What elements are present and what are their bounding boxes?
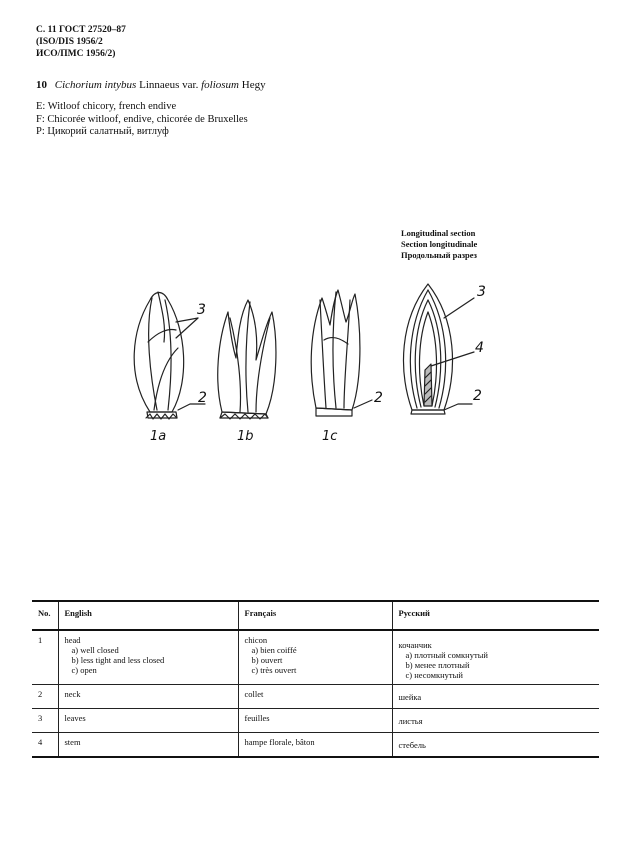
table-row (32, 685, 599, 709)
common-name-russian: P: Цикорий салатный, витлуф (36, 126, 169, 137)
row-number: 4 (38, 737, 43, 747)
header-standard-number: С. 11 ГОСТ 27520–87 (36, 25, 126, 35)
sub-term: c) несомкнутый (405, 670, 463, 680)
column-header-russian: Русский (392, 601, 599, 630)
russian-term: стебель (392, 733, 599, 757)
sub-term: c) très ouvert (251, 665, 297, 675)
sub-term: b) less tight and less closed (71, 655, 165, 665)
row-number: 1 (38, 635, 43, 645)
terminology-table (32, 600, 599, 758)
table-row (32, 709, 599, 733)
table-row (32, 630, 599, 685)
sub-term: c) open (71, 665, 97, 675)
row-number: 2 (38, 689, 43, 699)
figure-1c-label: 1c (322, 429, 338, 444)
sub-term: a) well closed (71, 645, 119, 655)
sub-term: b) ouvert (251, 655, 283, 665)
latin-name: Cichorium intybus (54, 79, 137, 91)
sub-term: b) менее плотный (405, 660, 470, 670)
row-number: 3 (38, 713, 43, 723)
term-text: head (64, 635, 81, 645)
common-name-english: E: Witloof chicory, french endive (36, 101, 177, 112)
english-term: neck (58, 685, 238, 709)
callout-3-label-section: 3 (477, 284, 486, 300)
callout-2-label: 2 (198, 390, 207, 406)
figure-1c-open-head (311, 290, 372, 416)
figure-1b-less-tight-head (218, 300, 276, 419)
section-label-french: Section longitudinale (401, 239, 478, 249)
callout-4-label: 4 (475, 340, 484, 356)
sub-term: а) плотный сомкнутый (405, 650, 488, 660)
term-text: кочанчик (398, 640, 432, 650)
russian-term: шейка (392, 685, 599, 709)
russian-term: листья (392, 709, 599, 733)
species-number: 10 (36, 79, 47, 91)
table-row (32, 733, 599, 757)
header-iso-reference: (ISO/DIS 1956/2 (36, 37, 103, 47)
french-term (238, 630, 392, 685)
callout-3-label: 3 (197, 302, 206, 318)
term-text: chicon (244, 635, 268, 645)
table-header-row (32, 601, 599, 630)
figure-longitudinal-section (404, 284, 474, 414)
figure-1b-label: 1b (237, 429, 254, 444)
variety-name: foliosum (201, 79, 240, 91)
english-term: leaves (58, 709, 238, 733)
section-label-english: Longitudinal section (401, 228, 476, 238)
french-term: collet (238, 685, 392, 709)
figure-1a-label: 1a (150, 429, 167, 444)
callout-2-label-section: 2 (473, 388, 482, 404)
column-header-french: Français (238, 601, 392, 630)
section-label-russian: Продольный разрез (401, 250, 477, 260)
figure-1a-well-closed-head (134, 292, 205, 419)
author-name: Linnaeus var. (139, 79, 199, 91)
english-term (58, 630, 238, 685)
callout-2-label-1c: 2 (374, 390, 383, 406)
russian-term (392, 630, 599, 685)
header-iso-reference-ru: ИСО/ПМС 1956/2) (36, 49, 116, 59)
variety-author: Hegy (241, 79, 266, 91)
column-header-english: English (58, 601, 238, 630)
sub-term: a) bien coiffé (251, 645, 297, 655)
french-term: feuilles (238, 709, 392, 733)
french-term: hampe florale, bâton (238, 733, 392, 757)
english-term: stem (58, 733, 238, 757)
column-header-number: No. (38, 608, 51, 618)
common-name-french: F: Chicorée witloof, endive, chicorée de Bruxelles (36, 113, 248, 125)
